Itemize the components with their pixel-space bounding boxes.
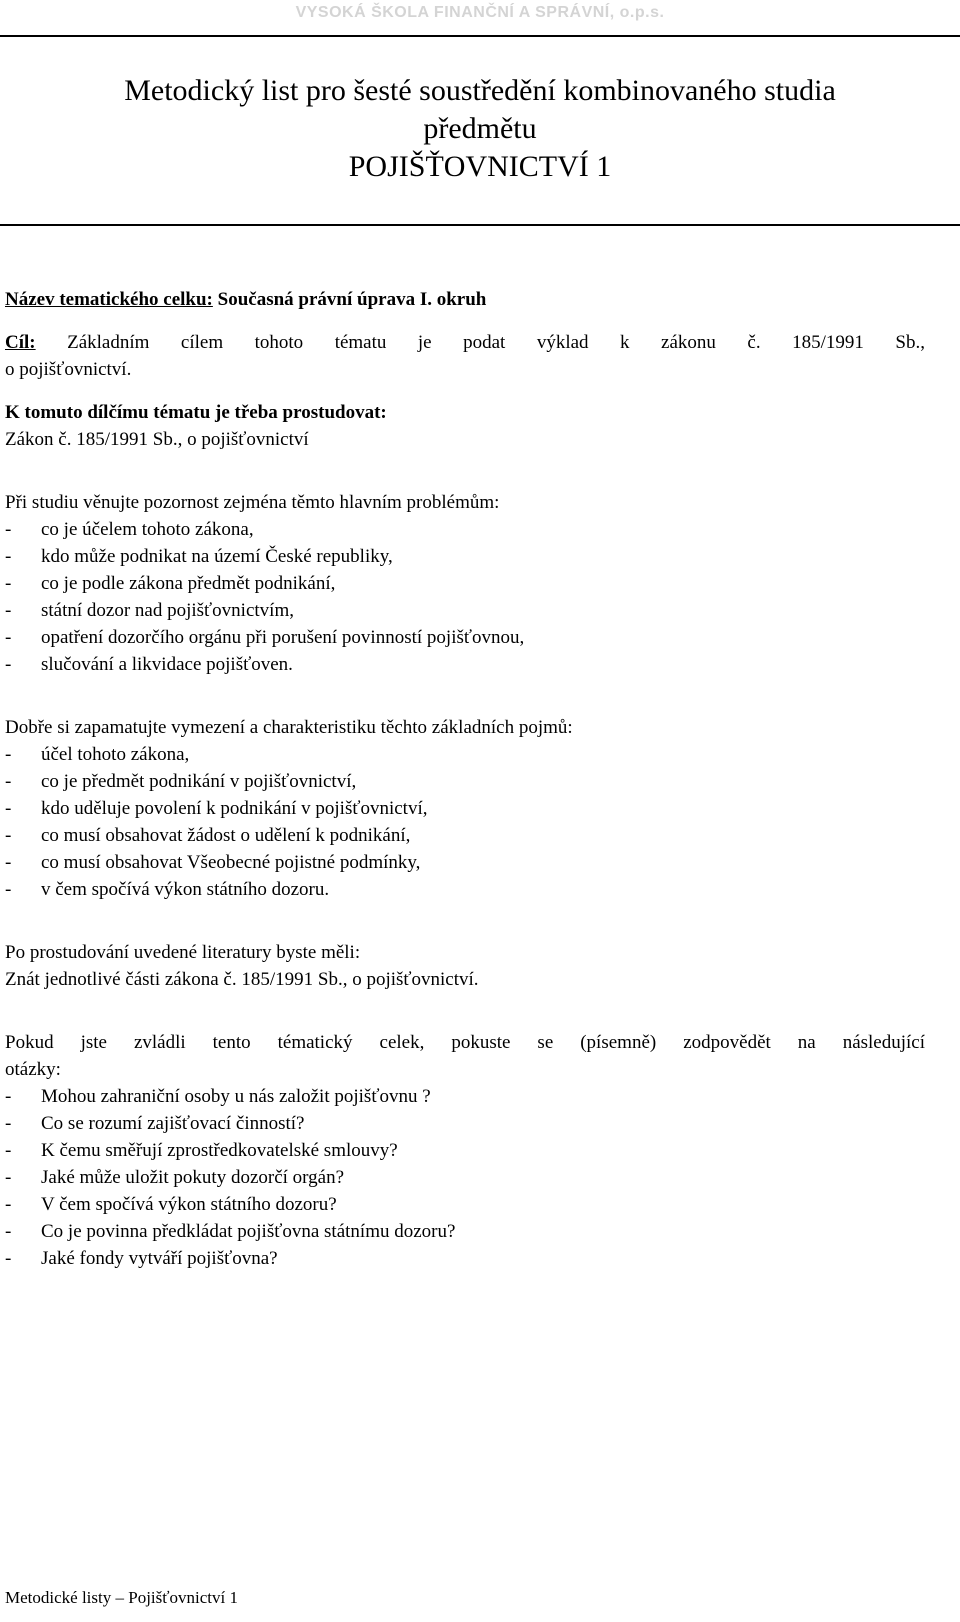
questions-list — [5, 1083, 925, 1272]
list-item-text: v čem spočívá výkon státního dozoru. — [41, 879, 330, 900]
list-item-text: kdo může podnikat na území České republiky, — [41, 546, 393, 567]
title-line-1: Metodický list pro šesté soustředění kombinovaného studia — [124, 74, 836, 107]
question-text: Co se rozumí zajišťovací činností? — [41, 1113, 305, 1134]
list-marker: - — [5, 654, 12, 675]
list-item — [5, 570, 925, 597]
goal-word: č. — [747, 332, 761, 353]
list-item-text: kdo uděluje povolení k podnikání v pojišťovnictví, — [41, 798, 428, 819]
list-marker: - — [5, 1194, 12, 1215]
list-item-text: slučování a likvidace pojišťoven. — [41, 654, 293, 675]
topic-label: Název tematického celku: — [5, 289, 213, 310]
document-title — [0, 72, 960, 186]
goal-word: 185/1991 — [792, 332, 864, 353]
goal-word: cílem — [180, 332, 224, 353]
title-divider — [0, 224, 960, 226]
question-item — [5, 1083, 925, 1110]
question-item — [5, 1245, 925, 1272]
list-marker: - — [5, 798, 12, 819]
list-marker: - — [5, 744, 12, 765]
list-marker: - — [5, 1140, 12, 1161]
list-item — [5, 795, 925, 822]
list-marker: - — [5, 519, 12, 540]
questions-intro-word: tématický — [277, 1032, 353, 1053]
title-line-2: předmětu — [423, 112, 537, 145]
list-item-text: opatření dozorčího orgánu při porušení povinností pojišťovnou, — [41, 627, 525, 648]
study-heading: K tomuto dílčímu tématu je třeba prostudovat: — [5, 402, 387, 423]
questions-intro-word: celek, — [379, 1032, 425, 1053]
question-text: K čemu směřují zprostředkovatelské smlouvy? — [41, 1140, 398, 1161]
goal-word: zákonu — [661, 332, 716, 353]
list-marker: - — [5, 1248, 12, 1269]
questions-intro-word: jste — [80, 1032, 107, 1053]
page-footer: Metodické listy – Pojišťovnictví 1 — [5, 1588, 238, 1607]
list-marker: - — [5, 1086, 12, 1107]
topic-value: Současná právní úprava I. okruh — [217, 289, 487, 310]
questions-intro-word: zvládli — [133, 1032, 186, 1053]
question-text: V čem spočívá výkon státního dozoru? — [41, 1194, 337, 1215]
goal-word: je — [417, 332, 432, 353]
list-item — [5, 768, 925, 795]
list-marker: - — [5, 879, 12, 900]
questions-intro-word: se — [537, 1032, 554, 1053]
question-item — [5, 1137, 925, 1164]
goal-word: Základním — [67, 332, 150, 353]
list-item — [5, 516, 925, 543]
list-marker: - — [5, 573, 12, 594]
question-item — [5, 1164, 925, 1191]
list-marker: - — [5, 1113, 12, 1134]
questions-intro-word: zodpovědět — [683, 1032, 771, 1053]
questions-intro-word: následující — [842, 1032, 925, 1053]
problems-intro: Při studiu věnujte pozornost zejména těmto hlavním problémům: — [5, 492, 500, 513]
list-item-text: co je účelem tohoto zákona, — [41, 519, 254, 540]
list-marker: - — [5, 825, 12, 846]
questions-intro-word: pokuste — [451, 1032, 511, 1053]
terms-list — [5, 741, 925, 903]
goal-line — [5, 329, 925, 356]
question-text: Mohou zahraniční osoby u nás založit pojišťovnu ? — [41, 1086, 431, 1107]
question-item — [5, 1218, 925, 1245]
question-text: Jaké může uložit pokuty dozorčí orgán? — [41, 1167, 345, 1188]
list-item — [5, 849, 925, 876]
topic-line — [5, 286, 925, 313]
outcome-text: Znát jednotlivé části zákona č. 185/1991 Sb., o pojišťovnictví. — [5, 969, 479, 990]
list-item — [5, 822, 925, 849]
goal-word: tohoto — [254, 332, 304, 353]
list-marker: - — [5, 771, 12, 792]
list-item-text: co je předmět podnikání v pojišťovnictví, — [41, 771, 357, 792]
terms-intro: Dobře si zapamatujte vymezení a charakteristiku těchto základních pojmů: — [5, 717, 573, 738]
goal-label: Cíl: — [5, 332, 36, 353]
list-item — [5, 624, 925, 651]
list-marker: - — [5, 600, 12, 621]
list-item-text: co je podle zákona předmět podnikání, — [41, 573, 336, 594]
study-text: Zákon č. 185/1991 Sb., o pojišťovnictví — [5, 429, 309, 450]
school-header: VYSOKÁ ŠKOLA FINANČNÍ A SPRÁVNÍ, o.p.s. — [295, 4, 665, 21]
questions-intro — [5, 1029, 925, 1056]
questions-intro-word: na — [797, 1032, 816, 1053]
list-marker: - — [5, 852, 12, 873]
list-marker: - — [5, 546, 12, 567]
list-item-text: účel tohoto zákona, — [41, 744, 190, 765]
list-item — [5, 597, 925, 624]
document-body — [5, 286, 925, 1272]
outcome-intro: Po prostudování uvedené literatury byste měli: — [5, 942, 361, 963]
list-item-text: co musí obsahovat Všeobecné pojistné podmínky, — [41, 852, 421, 873]
questions-intro-word: tento — [212, 1032, 251, 1053]
list-item — [5, 543, 925, 570]
goal-word: tématu — [334, 332, 387, 353]
list-item — [5, 741, 925, 768]
list-item — [5, 651, 925, 678]
goal-word: k — [620, 332, 630, 353]
list-item-text: státní dozor nad pojišťovnictvím, — [41, 600, 294, 621]
questions-intro-word: Pokud — [5, 1032, 54, 1053]
list-item-text: co musí obsahovat žádost o udělení k podnikání, — [41, 825, 411, 846]
question-item — [5, 1110, 925, 1137]
list-marker: - — [5, 1221, 12, 1242]
questions-intro-line-2: otázky: — [5, 1059, 61, 1080]
list-marker: - — [5, 627, 12, 648]
goal-word: Sb., — [895, 332, 925, 353]
problems-list — [5, 516, 925, 678]
list-item — [5, 876, 925, 903]
top-divider — [0, 35, 960, 37]
question-item — [5, 1191, 925, 1218]
list-marker: - — [5, 1167, 12, 1188]
questions-intro-word: (písemně) — [580, 1032, 657, 1053]
goal-line-2: o pojišťovnictví. — [5, 359, 132, 380]
question-text: Co je povinna předkládat pojišťovna státnímu dozoru? — [41, 1221, 456, 1242]
goal-word: výklad — [536, 332, 589, 353]
title-line-3: POJIŠŤOVNICTVÍ 1 — [348, 150, 612, 183]
question-text: Jaké fondy vytváří pojišťovna? — [41, 1248, 278, 1269]
goal-word: podat — [463, 332, 506, 353]
